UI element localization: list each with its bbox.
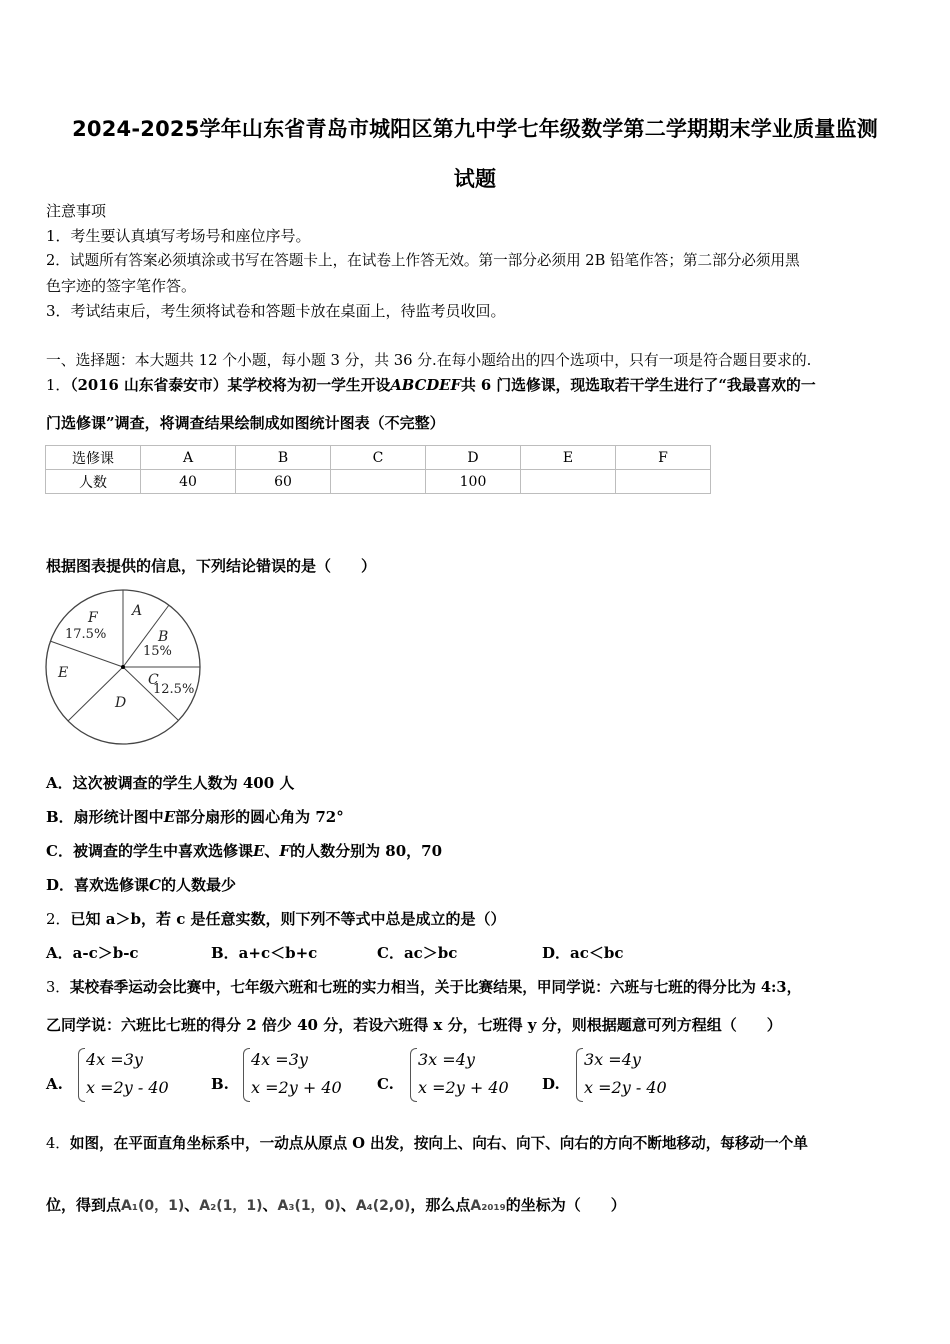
section-heading: 一、选择题：本大题共 12 个小题，每小题 3 分，共 36 分.在每小题给出的四个选项中，只有一项是符合题目要求的. bbox=[46, 352, 812, 369]
question-3-line2: 乙同学说：六班比七班的得分 2 倍少 40 分，若设六班得 x 分，七班得 y 分，则根据题意可列方程组（ ） bbox=[46, 1016, 782, 1034]
pie-label-c: C bbox=[148, 672, 159, 688]
pie-chart bbox=[44, 589, 204, 749]
pie-pct-f: 17.5% bbox=[65, 627, 107, 642]
q2-option-b: B．a+c＜b+c bbox=[211, 944, 318, 962]
table-cell: D bbox=[426, 446, 521, 470]
table-cell: E bbox=[521, 446, 616, 470]
brace-icon bbox=[410, 1048, 417, 1102]
option-text: D．喜欢选修课 bbox=[46, 876, 150, 894]
question-1-prompt: 根据图表提供的信息，下列结论错误的是（ ） bbox=[46, 557, 377, 575]
page-title: 2024-2025学年山东省青岛市城阳区第九中学七年级数学第二学期期末学业质量监测 bbox=[72, 117, 878, 141]
notice-item-2: 2．试题所有答案必须填涂或书写在答题卡上，在试卷上作答无效。第一部分必须用 2B 铅笔作答；第二部分必须用黑 bbox=[46, 252, 800, 269]
notice-item-1: 1．考生要认真填写考场号和座位序号。 bbox=[46, 227, 311, 245]
equation: x =2y - 40 bbox=[584, 1078, 667, 1097]
equation: x =2y + 40 bbox=[418, 1078, 509, 1097]
q3-option-d-system bbox=[576, 1046, 686, 1106]
option-text: C．被调查的学生中喜欢选修课 bbox=[46, 842, 253, 860]
point-a2019: A₂₀₁₉ bbox=[470, 1198, 506, 1214]
table-cell: A bbox=[141, 446, 236, 470]
equation: 4x =3y bbox=[86, 1050, 143, 1069]
table-cell: 选修课 bbox=[46, 446, 141, 470]
question-1-line1 bbox=[46, 376, 816, 396]
table-header-row bbox=[46, 446, 711, 470]
course-letters: ABCDEF bbox=[390, 377, 461, 394]
question-text: 已知 a＞b，若 c 是任意实数，则下列不等式中总是成立的是（） bbox=[70, 910, 506, 928]
equation: 4x =3y bbox=[251, 1050, 308, 1069]
q3-option-b-system bbox=[243, 1046, 353, 1106]
q3-option-c-system bbox=[410, 1046, 520, 1106]
pie-divider bbox=[68, 667, 123, 721]
pie-center bbox=[121, 665, 125, 669]
option-text: B．扇形统计图中 bbox=[46, 808, 164, 826]
point-a1: A₁(0，1) bbox=[121, 1198, 185, 1214]
pie-label-f: F bbox=[88, 610, 98, 626]
notice-item-2-cont: 色字迹的签字笔作答。 bbox=[46, 277, 197, 295]
equation: 3x =4y bbox=[584, 1050, 641, 1069]
q1-option-c bbox=[46, 841, 442, 861]
question-text: 共 6 门选修课，现选取若干学生进行了“我最喜欢的一 bbox=[460, 377, 816, 394]
table-cell: 100 bbox=[426, 470, 521, 494]
q2-option-a: A．a-c＞b-c bbox=[46, 944, 139, 962]
pie-pct-b: 15% bbox=[143, 644, 172, 659]
question-number: 3． bbox=[46, 979, 70, 996]
option-var: C bbox=[149, 876, 161, 894]
option-text: 、 bbox=[264, 842, 280, 860]
equation: x =2y - 40 bbox=[86, 1078, 169, 1097]
option-var: E bbox=[163, 808, 176, 826]
question-number: 2． bbox=[46, 910, 71, 928]
pie-label-d: D bbox=[115, 695, 127, 711]
point-a3: A₃(1，0) bbox=[277, 1198, 341, 1214]
q2-option-c: C．ac＞bc bbox=[377, 944, 458, 962]
table-cell: C bbox=[331, 446, 426, 470]
question-text: ，那么点 bbox=[410, 1196, 471, 1214]
equation: 3x =4y bbox=[418, 1050, 475, 1069]
table-cell bbox=[521, 470, 616, 494]
option-text: 的人数分别为 80，70 bbox=[290, 842, 443, 860]
q1-option-a: A．这次被调查的学生人数为 400 人 bbox=[46, 774, 295, 792]
q3-option-a-label: A. bbox=[46, 1075, 63, 1093]
question-text: 位，得到点 bbox=[46, 1196, 122, 1214]
pie-pct-c: 12.5% bbox=[153, 682, 195, 697]
point-a2: A₂(1，1) bbox=[199, 1198, 263, 1214]
brace-icon bbox=[243, 1048, 250, 1102]
question-text: 如图，在平面直角坐标系中，一动点从原点 O 出发，按向上、向右、向下、向右的方向不断地移动，每移动一个单 bbox=[69, 1135, 808, 1152]
table-row bbox=[46, 470, 711, 494]
q3-option-c-label: C. bbox=[377, 1075, 394, 1093]
question-text: 某校春季运动会比赛中，七年级六班和七班的实力相当，关于比赛结果，甲同学说：六班与七班的得分比为 4:3， bbox=[69, 979, 802, 996]
pie-label-b: B bbox=[158, 629, 169, 645]
q2-option-d: D．ac＜bc bbox=[542, 944, 624, 962]
brace-icon bbox=[576, 1048, 583, 1102]
table-cell bbox=[331, 470, 426, 494]
table-cell: 60 bbox=[236, 470, 331, 494]
q3-option-b-label: B. bbox=[211, 1075, 229, 1093]
pie-divider bbox=[50, 641, 123, 667]
q1-option-b bbox=[46, 807, 344, 827]
table-cell bbox=[616, 470, 711, 494]
q1-option-d bbox=[46, 875, 236, 895]
question-source: （2016 山东省泰安市） bbox=[70, 377, 228, 394]
page-title-line2: 试题 bbox=[453, 167, 497, 191]
option-var: F bbox=[279, 842, 291, 860]
elective-table bbox=[45, 445, 711, 494]
notice-item-3: 3．考试结束后，考生须将试卷和答题卡放在桌面上，待监考员收回。 bbox=[46, 302, 506, 320]
pie-label-a: A bbox=[132, 603, 143, 619]
question-number: 1． bbox=[46, 377, 71, 394]
question-text: 的坐标为（ ） bbox=[505, 1196, 626, 1214]
table-cell: 40 bbox=[141, 470, 236, 494]
table-cell: 人数 bbox=[46, 470, 141, 494]
separator: 、 bbox=[262, 1196, 278, 1214]
option-var: E bbox=[252, 842, 265, 860]
table-cell: B bbox=[236, 446, 331, 470]
question-2 bbox=[46, 909, 506, 929]
question-text: 某学校将为初一学生开设 bbox=[227, 377, 391, 394]
brace-icon bbox=[78, 1048, 85, 1102]
point-a4: A₄(2,0) bbox=[355, 1198, 411, 1214]
question-4-line2 bbox=[46, 1195, 626, 1216]
equation: x =2y + 40 bbox=[251, 1078, 342, 1097]
question-4-line1 bbox=[46, 1134, 808, 1154]
separator: 、 bbox=[184, 1196, 200, 1214]
q3-option-d-label: D. bbox=[542, 1075, 560, 1093]
question-1-line2: 门选修课”调查，将调查结果绘制成如图统计图表（不完整） bbox=[46, 414, 445, 432]
question-number: 4． bbox=[46, 1135, 70, 1152]
notice-heading: 注意事项 bbox=[46, 202, 107, 220]
pie-label-e: E bbox=[58, 665, 69, 681]
q3-option-a-system bbox=[78, 1046, 188, 1106]
option-text: 部分扇形的圆心角为 72° bbox=[175, 808, 344, 826]
question-3-line1 bbox=[46, 978, 801, 998]
separator: 、 bbox=[340, 1196, 356, 1214]
option-text: 的人数最少 bbox=[160, 876, 236, 894]
table-cell: F bbox=[616, 446, 711, 470]
